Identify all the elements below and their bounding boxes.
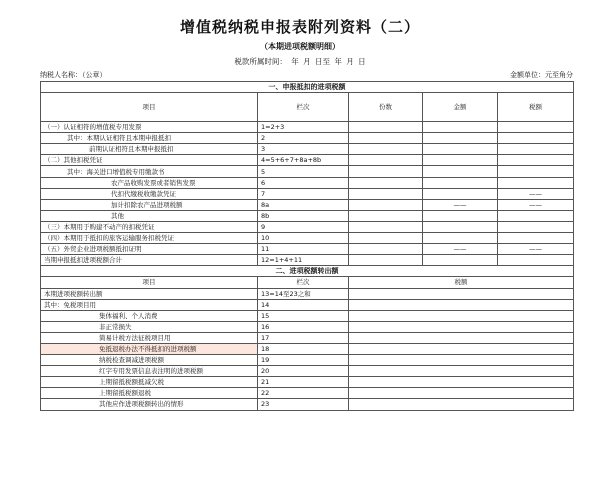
tax-cell[interactable] bbox=[349, 321, 574, 332]
tax-cell[interactable] bbox=[349, 288, 574, 299]
section-1-header-row bbox=[41, 93, 574, 122]
tax-cell[interactable] bbox=[498, 255, 574, 266]
table-row bbox=[41, 355, 574, 366]
row-line-code: 13=14至23之和 bbox=[258, 288, 349, 299]
count-cell[interactable] bbox=[349, 244, 423, 255]
tax-cell[interactable] bbox=[498, 155, 574, 166]
column-header-tax: 税额 bbox=[498, 93, 574, 122]
row-item-label: 其他 bbox=[41, 210, 258, 221]
row-item-label: 纳税检查调减进项税额 bbox=[41, 355, 258, 366]
row-line-code: 6 bbox=[258, 177, 349, 188]
column-header-item: 项目 bbox=[41, 93, 258, 122]
column-header-line: 栏次 bbox=[258, 93, 349, 122]
tax-period: 税款所属时间： 年 月 日至 年 月 日 bbox=[234, 57, 366, 66]
count-cell[interactable] bbox=[349, 133, 423, 144]
row-line-code: 2 bbox=[258, 133, 349, 144]
table-row bbox=[41, 399, 574, 410]
amount-cell[interactable] bbox=[423, 188, 498, 199]
amount-cell[interactable] bbox=[423, 122, 498, 133]
row-line-code: 1=2+3 bbox=[258, 122, 349, 133]
table-row bbox=[41, 299, 574, 310]
row-line-code: 21 bbox=[258, 377, 349, 388]
row-line-code: 5 bbox=[258, 166, 349, 177]
row-item-label: 加计扣除农产品进项税额 bbox=[41, 199, 258, 210]
row-item-label: 农产品收购发票或者销售发票 bbox=[41, 177, 258, 188]
count-cell[interactable] bbox=[349, 122, 423, 133]
tax-cell[interactable] bbox=[498, 210, 574, 221]
row-item-label: 免抵退税办法不得抵扣的进项税额 bbox=[41, 343, 258, 354]
tax-cell[interactable] bbox=[349, 377, 574, 388]
count-cell[interactable] bbox=[349, 233, 423, 244]
row-line-code: 17 bbox=[258, 332, 349, 343]
table-row bbox=[41, 166, 574, 177]
tax-cell[interactable] bbox=[349, 355, 574, 366]
row-item-label: 集体福利、个人消费 bbox=[41, 310, 258, 321]
row-item-label: 其中：本期认证相符且本期申报抵扣 bbox=[41, 133, 258, 144]
tax-cell[interactable] bbox=[349, 366, 574, 377]
row-line-code: 9 bbox=[258, 221, 349, 232]
table-row bbox=[41, 177, 574, 188]
row-item-label: 其中：免税项目用 bbox=[41, 299, 258, 310]
column-header-item: 项目 bbox=[41, 277, 258, 288]
tax-cell[interactable] bbox=[349, 310, 574, 321]
amount-cell: —— bbox=[423, 244, 498, 255]
table-row bbox=[41, 377, 574, 388]
tax-cell: —— bbox=[498, 188, 574, 199]
row-line-code: 10 bbox=[258, 233, 349, 244]
amount-cell: —— bbox=[423, 199, 498, 210]
row-line-code: 14 bbox=[258, 299, 349, 310]
amount-cell[interactable] bbox=[423, 166, 498, 177]
amount-cell[interactable] bbox=[423, 144, 498, 155]
row-item-label: （三）本期用于购建不动产的扣税凭证 bbox=[41, 221, 258, 232]
section-1-title-row bbox=[41, 82, 574, 93]
table-row bbox=[41, 388, 574, 399]
tax-cell[interactable] bbox=[349, 388, 574, 399]
count-cell[interactable] bbox=[349, 255, 423, 266]
count-cell[interactable] bbox=[349, 221, 423, 232]
table-row bbox=[41, 310, 574, 321]
column-header-count: 份数 bbox=[349, 93, 423, 122]
row-item-label: 非正常损失 bbox=[41, 321, 258, 332]
table-row bbox=[41, 255, 574, 266]
table-row-highlighted bbox=[41, 343, 574, 354]
count-cell[interactable] bbox=[349, 199, 423, 210]
count-cell[interactable] bbox=[349, 188, 423, 199]
row-item-label: 其中：海关进口增值税专用缴款书 bbox=[41, 166, 258, 177]
row-item-label: 其他应作进项税额转出的情形 bbox=[41, 399, 258, 410]
tax-cell[interactable] bbox=[498, 233, 574, 244]
deduction-detail-table bbox=[40, 81, 574, 411]
tax-cell[interactable] bbox=[498, 166, 574, 177]
column-header-line: 栏次 bbox=[258, 277, 349, 288]
amount-cell[interactable] bbox=[423, 233, 498, 244]
tax-cell[interactable] bbox=[349, 399, 574, 410]
row-line-code: 8b bbox=[258, 210, 349, 221]
amount-cell[interactable] bbox=[423, 210, 498, 221]
row-item-label: 上期留抵税额退税 bbox=[41, 388, 258, 399]
section-2-title: 二、进项税额转出额 bbox=[41, 266, 574, 277]
tax-cell[interactable] bbox=[498, 177, 574, 188]
table-row bbox=[41, 233, 574, 244]
row-item-label: （一）认证相符的增值税专用发票 bbox=[41, 122, 258, 133]
row-line-code: 19 bbox=[258, 355, 349, 366]
count-cell[interactable] bbox=[349, 210, 423, 221]
row-line-code: 8a bbox=[258, 199, 349, 210]
tax-cell[interactable] bbox=[349, 343, 574, 354]
tax-cell[interactable] bbox=[349, 299, 574, 310]
row-item-label: （四）本期用于抵扣的旅客运输服务扣税凭证 bbox=[41, 233, 258, 244]
row-line-code: 23 bbox=[258, 399, 349, 410]
table-row bbox=[41, 321, 574, 332]
amount-cell[interactable] bbox=[423, 133, 498, 144]
section-1-title: 一、申报抵扣的进项税额 bbox=[41, 82, 574, 93]
table-row bbox=[41, 199, 574, 210]
row-item-label: 简易计税方法征税项目用 bbox=[41, 332, 258, 343]
amount-unit-label: 金额单位：元至角分 bbox=[510, 71, 573, 79]
count-cell[interactable] bbox=[349, 155, 423, 166]
count-cell[interactable] bbox=[349, 166, 423, 177]
table-row bbox=[41, 188, 574, 199]
table-row bbox=[41, 366, 574, 377]
table-row bbox=[41, 144, 574, 155]
count-cell[interactable] bbox=[349, 144, 423, 155]
column-header-tax: 税额 bbox=[349, 277, 574, 288]
row-line-code: 18 bbox=[258, 343, 349, 354]
row-line-code: 16 bbox=[258, 321, 349, 332]
form-title: 增值税纳税申报表附列资料（二） bbox=[179, 18, 420, 36]
count-cell[interactable] bbox=[349, 177, 423, 188]
row-line-code: 20 bbox=[258, 366, 349, 377]
amount-cell[interactable] bbox=[423, 255, 498, 266]
row-item-label: （二）其他扣税凭证 bbox=[41, 155, 258, 166]
row-line-code: 3 bbox=[258, 144, 349, 155]
row-item-label: 本期进项税额转出额 bbox=[41, 288, 258, 299]
table-row bbox=[41, 122, 574, 133]
tax-cell[interactable] bbox=[498, 133, 574, 144]
row-line-code: 11 bbox=[258, 244, 349, 255]
tax-cell: —— bbox=[498, 244, 574, 255]
row-item-label: 代扣代缴税收缴款凭证 bbox=[41, 188, 258, 199]
tax-cell[interactable] bbox=[498, 221, 574, 232]
row-item-label: 红字专用发票信息表注明的进项税额 bbox=[41, 366, 258, 377]
table-row bbox=[41, 133, 574, 144]
column-header-amount: 金额 bbox=[423, 93, 498, 122]
tax-cell[interactable] bbox=[498, 122, 574, 133]
amount-cell[interactable] bbox=[423, 177, 498, 188]
table-row bbox=[41, 288, 574, 299]
form-subtitle: （本期进项税额明细） bbox=[260, 42, 340, 51]
table-row bbox=[41, 221, 574, 232]
row-line-code: 4=5+6+7+8a+8b bbox=[258, 155, 349, 166]
table-row bbox=[41, 244, 574, 255]
amount-cell[interactable] bbox=[423, 221, 498, 232]
amount-cell[interactable] bbox=[423, 155, 498, 166]
tax-cell: —— bbox=[498, 199, 574, 210]
table-row bbox=[41, 332, 574, 343]
row-item-label: （五）外贸企业进项税额抵扣证明 bbox=[41, 244, 258, 255]
row-line-code: 15 bbox=[258, 310, 349, 321]
row-item-label: 上期留抵税额抵减欠税 bbox=[41, 377, 258, 388]
table-row bbox=[41, 155, 574, 166]
row-line-code: 22 bbox=[258, 388, 349, 399]
table-row bbox=[41, 210, 574, 221]
row-line-code: 7 bbox=[258, 188, 349, 199]
section-2-title-row bbox=[41, 266, 574, 277]
section-2-header-row bbox=[41, 277, 574, 288]
row-line-code: 12=1+4+11 bbox=[258, 255, 349, 266]
row-item-label: 当期申报抵扣进项税额合计 bbox=[41, 255, 258, 266]
row-item-label: 前期认证相符且本期申报抵扣 bbox=[41, 144, 258, 155]
tax-cell[interactable] bbox=[349, 332, 574, 343]
tax-cell[interactable] bbox=[498, 144, 574, 155]
taxpayer-name-label: 纳税人名称：（公章） bbox=[40, 71, 107, 79]
